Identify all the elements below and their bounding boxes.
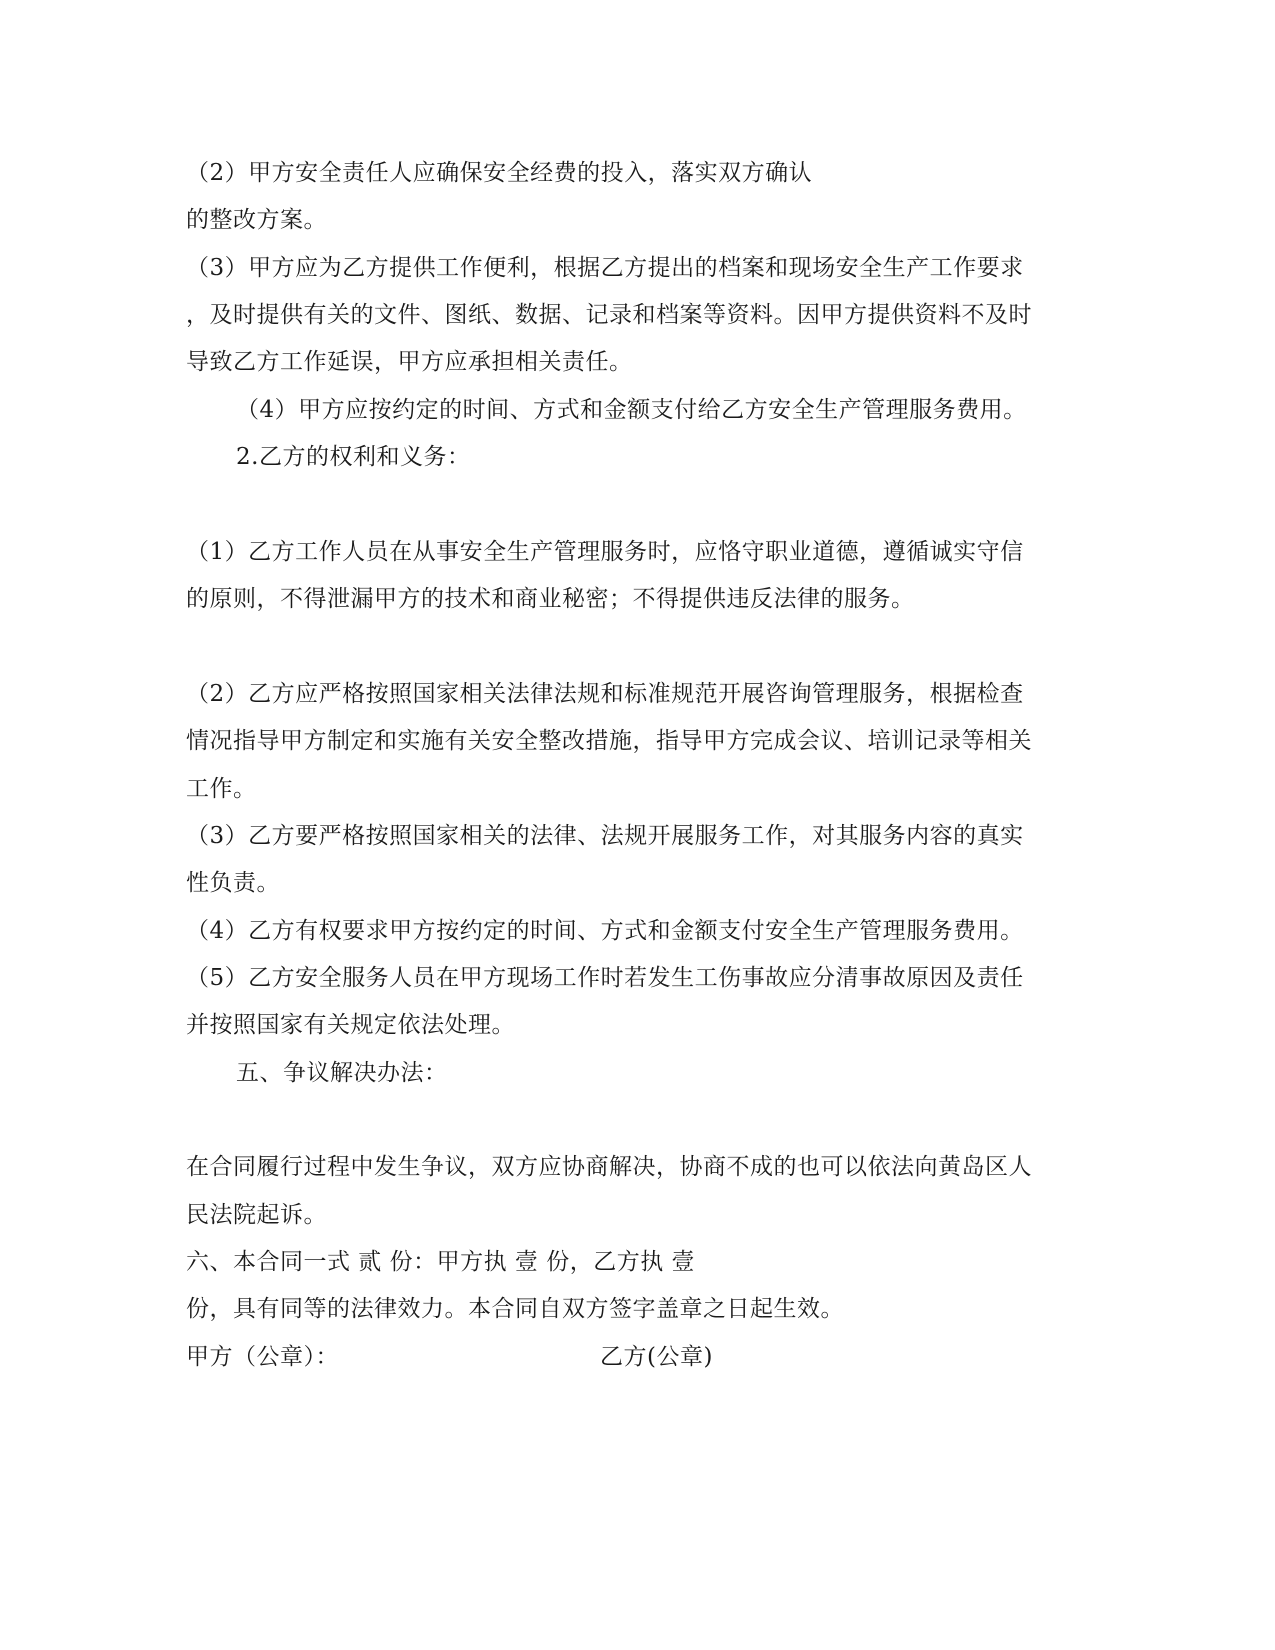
clause-a2-line-2: 的整改方案。 xyxy=(186,207,327,233)
section-heading-dispute: 五、争议解决办法： xyxy=(236,1060,448,1086)
clause-b2-line-2: 情况指导甲方制定和实施有关安全整改措施，指导甲方完成会议、培训记录等相关 xyxy=(186,728,1032,754)
clause-a3-line-3: 导致乙方工作延误，甲方应承担相关责任。 xyxy=(186,349,633,375)
clause-b4: （4）乙方有权要求甲方按约定的时间、方式和金额支付安全生产管理服务费用。 xyxy=(186,918,1024,944)
dispute-line-2: 民法院起诉。 xyxy=(186,1202,327,1228)
signature-party-a: 甲方（公章）： xyxy=(186,1344,339,1370)
clause-b1-line-2: 的原则，不得泄漏甲方的技术和商业秘密；不得提供违反法律的服务。 xyxy=(186,586,915,612)
clause-b2-line-3: 工作。 xyxy=(186,776,257,802)
copies-line-1: 六、本合同一式 贰 份：甲方执 壹 份，乙方执 壹 xyxy=(186,1249,696,1275)
clause-a3-line-2: ，及时提供有关的文件、图纸、数据、记录和档案等资料。因甲方提供资料不及时 xyxy=(186,302,1032,328)
signature-party-b: 乙方(公章) xyxy=(600,1344,713,1370)
clause-a3-line-1: （3）甲方应为乙方提供工作便利，根据乙方提出的档案和现场安全生产工作要求 xyxy=(186,255,1024,281)
section-heading-party-b: 2.乙方的权利和义务： xyxy=(236,444,471,470)
clause-b2-line-1: （2）乙方应严格按照国家相关法律法规和标准规范开展咨询管理服务，根据检查 xyxy=(186,681,1024,707)
dispute-line-1: 在合同履行过程中发生争议，双方应协商解决，协商不成的也可以依法向黄岛区人 xyxy=(186,1154,1032,1180)
clause-a2-line-1: （2）甲方安全责任人应确保安全经费的投入，落实双方确认 xyxy=(186,160,813,186)
clause-b5-line-1: （5）乙方安全服务人员在甲方现场工作时若发生工伤事故应分清事故原因及责任 xyxy=(186,965,1024,991)
clause-b1-line-1: （1）乙方工作人员在从事安全生产管理服务时，应恪守职业道德，遵循诚实守信 xyxy=(186,539,1024,565)
clause-b5-line-2: 并按照国家有关规定依法处理。 xyxy=(186,1012,515,1038)
clause-a4: （4）甲方应按约定的时间、方式和金额支付给乙方安全生产管理服务费用。 xyxy=(236,397,1027,423)
copies-line-2: 份，具有同等的法律效力。本合同自双方签字盖章之日起生效。 xyxy=(186,1296,844,1322)
clause-b3-line-1: （3）乙方要严格按照国家相关的法律、法规开展服务工作，对其服务内容的真实 xyxy=(186,823,1024,849)
clause-b3-line-2: 性负责。 xyxy=(186,870,280,896)
